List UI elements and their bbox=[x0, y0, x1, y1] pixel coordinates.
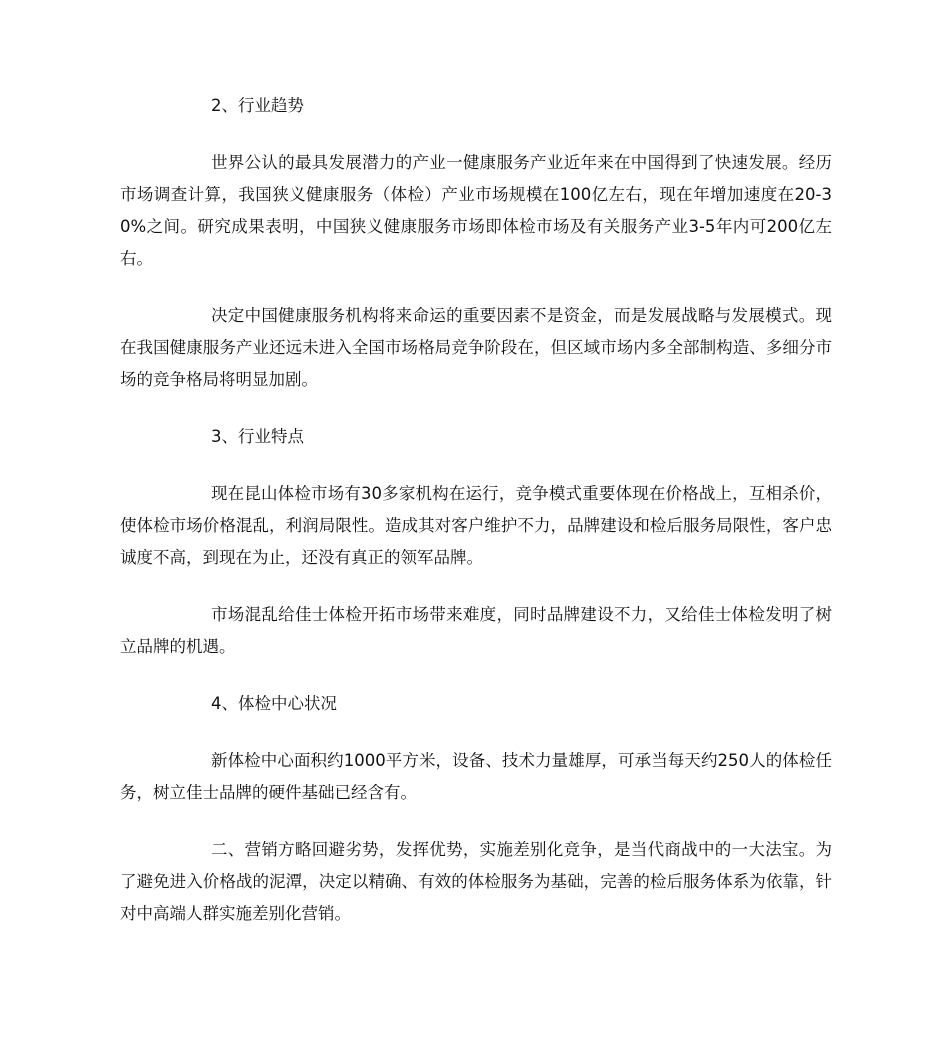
section-heading-industry-trend: 2、行业趋势 bbox=[211, 96, 304, 115]
paragraph-industry-trend-1: 世界公认的最具发展潜力的产业一健康服务产业近年来在中国得到了快速发展。经历市场调查计算，我国狭义健康服务（体检）产业市场规模在100亿左右，现在年增加速度在20-30%之间。研究成果表明，中国狭义健康服务市场即体检市场及有关服务产业3-5年内可200亿左右。 bbox=[120, 153, 832, 268]
paragraph-industry-features-1: 现在昆山体检市场有30多家机构在运行，竞争模式重要体现在价格战上，互相杀价，使体检市场价格混乱，利润局限性。造成其对客户维护不力，品牌建设和检后服务局限性，客户忠诚度不高，到现在为止，还没有真正的领军品牌。 bbox=[120, 484, 832, 567]
section-heading-industry-features: 3、行业特点 bbox=[211, 427, 304, 446]
paragraph-industry-trend-2: 决定中国健康服务机构将来命运的重要因素不是资金，而是发展战略与发展模式。现在我国健康服务产业还远未进入全国市场格局竞争阶段在，但区域市场内多全部制构造、多细分市场的竞争格局将明显加剧。 bbox=[120, 306, 832, 389]
section-heading-center-status: 4、体检中心状况 bbox=[211, 694, 337, 713]
document-body bbox=[120, 90, 832, 955]
paragraph-marketing-strategy: 二、营销方略回避劣势，发挥优势，实施差别化竞争，是当代商战中的一大法宝。为了避免进入价格战的泥潭，决定以精确、有效的体检服务为基础，完善的检后服务体系为依靠，针对中高端人群实施差别化营销。 bbox=[120, 840, 832, 923]
paragraph-industry-features-2: 市场混乱给佳士体检开拓市场带来难度，同时品牌建设不力，又给佳士体检发明了树立品牌的机遇。 bbox=[120, 605, 832, 656]
paragraph-center-status: 新体检中心面积约1000平方米，设备、技术力量雄厚，可承当每天约250人的体检任务，树立佳士品牌的硬件基础已经含有。 bbox=[120, 751, 832, 802]
